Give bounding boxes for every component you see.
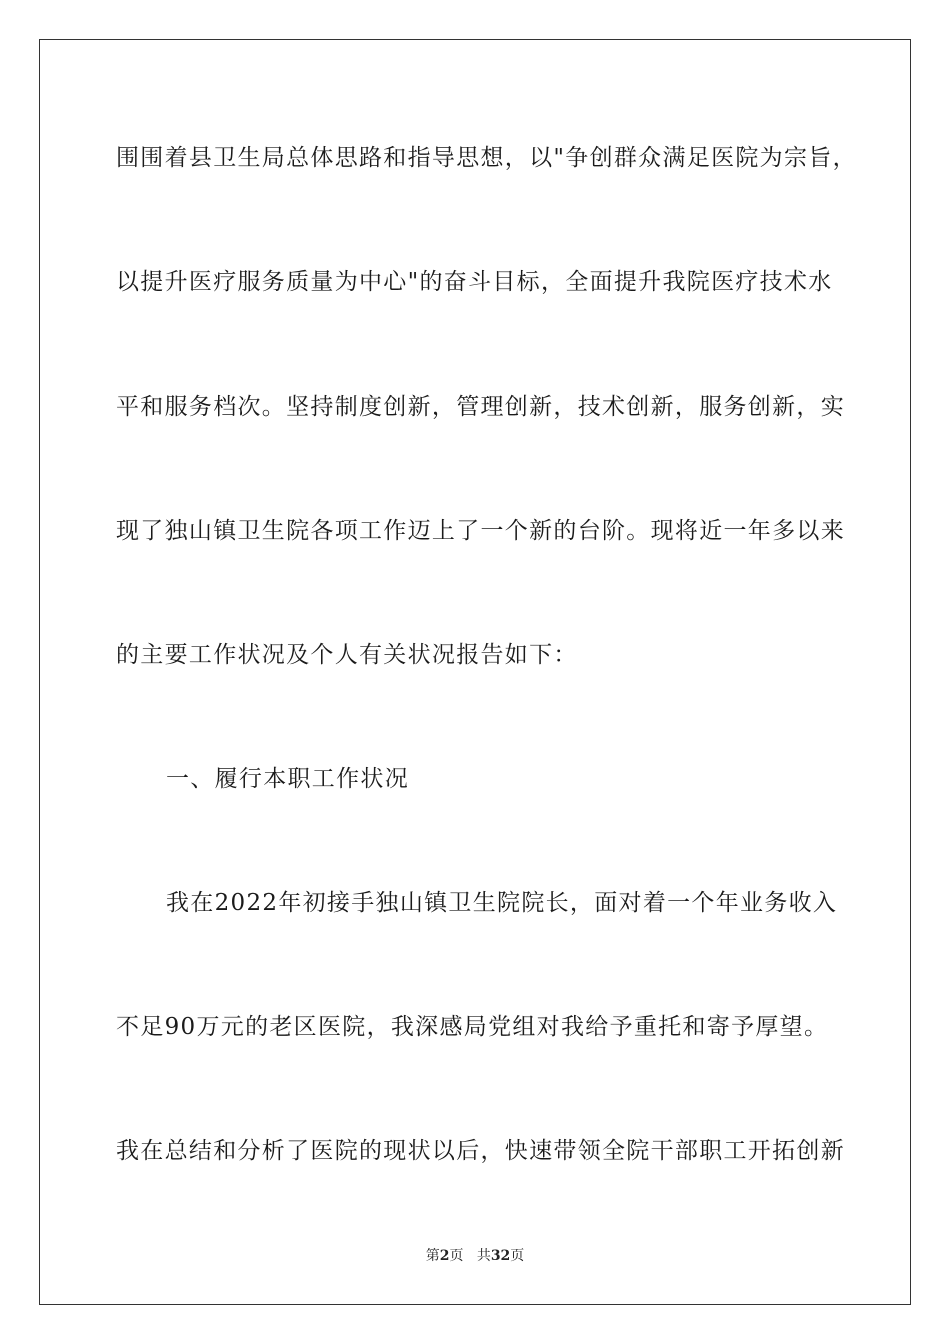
body-line-3: 平和服务档次。坚持制度创新，管理创新，技术创新，服务创新，实 — [116, 394, 845, 420]
body-line-7: 不足90万元的老区医院，我深感局党组对我给予重托和寄予厚望。 — [116, 1014, 829, 1040]
footer-page-prefix: 第 — [425, 1248, 440, 1264]
footer-page-number: 2 — [439, 1248, 450, 1264]
footer-total-suffix: 页 — [510, 1248, 525, 1264]
footer-total-prefix: 共 — [476, 1248, 491, 1264]
page-footer — [0, 1247, 950, 1265]
page-frame — [39, 39, 911, 1305]
body-line-1: 围围着县卫生局总体思路和指导思想，以"争创群众满足医院为宗旨， — [116, 145, 857, 171]
body-line-5: 的主要工作状况及个人有关状况报告如下： — [116, 642, 578, 668]
footer-total-pages: 32 — [490, 1248, 511, 1264]
body-line-8: 我在总结和分析了医院的现状以后，快速带领全院干部职工开拓创新 — [116, 1138, 845, 1164]
footer-page-suffix: 页 — [449, 1248, 464, 1264]
section-heading: 一、履行本职工作状况 — [166, 766, 409, 792]
body-line-4: 现了独山镇卫生院各项工作迈上了一个新的台阶。现将近一年多以来 — [116, 518, 845, 544]
body-line-6: 我在2022年初接手独山镇卫生院院长，面对着一个年业务收入 — [166, 890, 838, 916]
body-line-2: 以提升医疗服务质量为中心"的奋斗目标，全面提升我院医疗技术水 — [116, 269, 833, 295]
